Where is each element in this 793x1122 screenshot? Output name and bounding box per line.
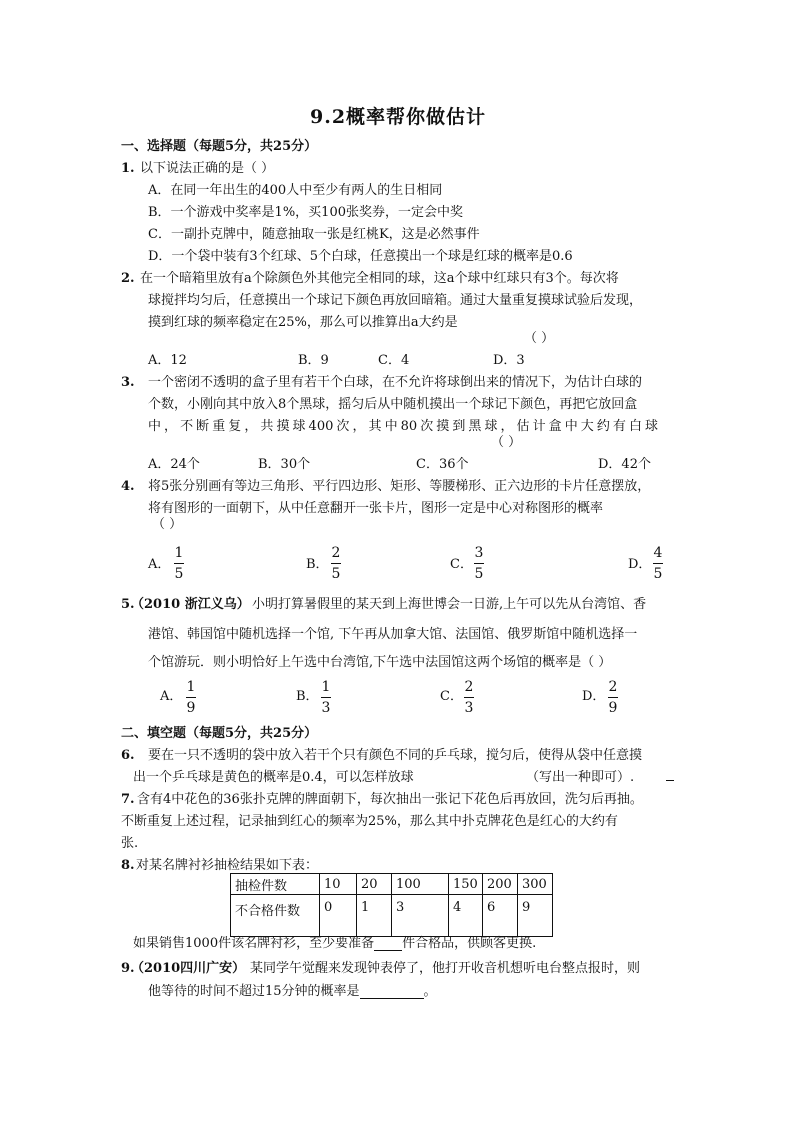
option-d-label: D． [582, 689, 606, 704]
question-line: 将有图形的一面朝下，从中任意翻开一张卡片，图形一定是中心对称图形的概率 [148, 501, 604, 516]
question-line: 球搅拌均匀后，任意摸出一个球记下颜色再放回暗箱。通过大量重复摸球试验后发现， [148, 293, 643, 308]
answer-paren: （ ） [491, 435, 522, 450]
fraction-denominator: 9 [608, 700, 618, 716]
option-b: B．9 [298, 353, 329, 368]
option-d: D．一个袋中装有3个红球、5个白球，任意摸出一个球是红球的概率是0.6 [148, 249, 573, 264]
question-source: （2010四川广安） [131, 961, 246, 976]
option-d: D．3 [493, 353, 525, 368]
option-c-label: C． [440, 689, 463, 704]
section-heading-choice: 一、选择题（每题5分，共25分） [121, 139, 318, 154]
option-d-fraction [608, 680, 618, 715]
option-c-fraction [474, 546, 484, 581]
table-cell: 0 [320, 895, 357, 937]
fraction-numerator: 4 [653, 545, 663, 561]
table-cell: 3 [392, 895, 449, 937]
table-cell: 300 [518, 874, 553, 895]
answer-blank [374, 937, 402, 951]
answer-blank [666, 780, 674, 781]
option-b: B．30个 [258, 457, 311, 472]
question-text [133, 937, 536, 951]
question-text-part: 件合格品，供顾客更换. [402, 936, 537, 951]
question-line: 不断重复上述过程，记录抽到红心的频率为25%，那么其中扑克牌花色是红心的大约有 [121, 814, 618, 829]
option-c: C．4 [378, 353, 410, 368]
question-number: 2. [121, 271, 135, 286]
option-d-label: D． [628, 557, 652, 572]
question-line: 一个密闭不透明的盒子里有若干个白球，在不允许将球倒出来的情况下，为估计白球的 [148, 375, 643, 390]
option-a-fraction [186, 680, 196, 715]
question-hint: （写出一种即可）. [526, 770, 635, 785]
option-d-fraction [653, 546, 663, 581]
question-number: 3. [121, 375, 135, 390]
question-text-part: 。 [423, 984, 437, 999]
fraction-numerator: 2 [464, 679, 474, 695]
option-b: B．一个游戏中奖率是1%，买100张奖券，一定会中奖 [148, 205, 463, 220]
option-c-label: C． [450, 557, 473, 572]
question-line: 某同学午觉醒来发现钟表停了，他打开收音机想听电台整点报时，则 [250, 961, 641, 976]
fraction-denominator: 3 [321, 700, 331, 716]
fraction-numerator: 3 [474, 545, 484, 561]
option-a: A．24个 [148, 457, 200, 472]
answer-paren: （ ） [524, 331, 555, 346]
option-a-label: A． [160, 689, 183, 704]
table-cell: 150 [449, 874, 483, 895]
question-text [148, 985, 437, 999]
option-b-fraction [321, 680, 331, 715]
question-line: 张. [121, 836, 139, 851]
table-header-cell: 不合格件数 [231, 895, 320, 937]
fraction-denominator: 5 [653, 566, 663, 582]
question-line: 港馆、韩国馆中随机选择一个馆, 下午再从加拿大馆、法国馆、俄罗斯馆中随机选择一 [148, 627, 638, 642]
question-number: 5. [121, 597, 135, 612]
question-number: 8. [121, 858, 135, 873]
question-line: 摸到红球的频率稳定在25%，那么可以推算出a大约是 [148, 315, 458, 330]
fraction-denominator: 9 [186, 700, 196, 716]
question-line: 中，不断重复，共摸球400次，其中80次摸到黑球，估计盒中大约有白球 [148, 419, 658, 434]
option-a-label: A． [148, 557, 171, 572]
question-text-part: 他等待的时间不超过15分钟的概率是 [148, 984, 360, 999]
question-number: 6. [121, 748, 135, 763]
table-cell: 1 [357, 895, 392, 937]
section-heading-fill: 二、填空题（每题5分，共25分） [121, 726, 318, 741]
option-c: C．一副扑克牌中，随意抽取一张是红桃K，这是必然事件 [148, 227, 480, 242]
question-number: 4. [121, 479, 135, 494]
question-source: （2010 浙江义乌） [131, 597, 250, 612]
table-cell: 200 [483, 874, 518, 895]
option-a: A．在同一年出生的400人中至少有两人的生日相同 [148, 183, 443, 198]
option-b-label: B． [306, 557, 329, 572]
fraction-numerator: 1 [321, 679, 331, 695]
option-a-fraction [174, 546, 184, 581]
question-line: 出一个乒乓球是黄色的概率是0.4，可以怎样放球 [133, 770, 414, 785]
fraction-numerator: 2 [331, 545, 341, 561]
option-a: A．12 [148, 353, 187, 368]
fraction-numerator: 2 [608, 679, 618, 695]
fraction-numerator: 1 [186, 679, 196, 695]
answer-blank [360, 985, 424, 999]
question-text-part: 如果销售1000件该名牌衬衫，至少要准备 [133, 936, 375, 951]
fraction-denominator: 5 [174, 566, 184, 582]
question-line: 个馆游玩．则小明恰好上午选中台湾馆,下午选中法国馆这两个场馆的概率是（ ） [148, 655, 612, 670]
table-cell: 100 [392, 874, 449, 895]
question-line: 将5张分别画有等边三角形、平行四边形、矩形、等腰梯形、正六边形的卡片任意摆放， [148, 479, 651, 494]
table-cell: 20 [357, 874, 392, 895]
question-line: 在一个暗箱里放有a个除颜色外其他完全相同的球，这a个球中红球只有3个。每次将 [140, 271, 619, 286]
question-line: 小明打算暑假里的某天到上海世博会一日游,上午可以先从台湾馆、香 [252, 597, 647, 612]
option-c: C．36个 [416, 457, 469, 472]
option-c-fraction [464, 680, 474, 715]
question-line: 个数，小刚向其中放入8个黑球，摇匀后从中随机摸出一个球记下颜色，再把它放回盒 [148, 397, 638, 412]
question-line: 要在一只不透明的袋中放入若干个只有颜色不同的乒乓球，搅匀后，使得从袋中任意摸 [148, 748, 643, 763]
question-stem: 以下说法正确的是（ ） [140, 161, 275, 176]
option-d: D．42个 [598, 457, 651, 472]
table-cell: 9 [518, 895, 553, 937]
option-b-fraction [331, 546, 341, 581]
fraction-denominator: 5 [474, 566, 484, 582]
question-line: 含有4中花色的36张扑克牌的牌面朝下，每次抽出一张记下花色后再放回，洗匀后再抽。 [137, 792, 643, 807]
question-stem: 对某名牌衬衫抽检结果如下表： [136, 858, 319, 873]
answer-paren: （ ） [152, 517, 183, 532]
question-number: 1. [121, 161, 135, 176]
fraction-denominator: 3 [464, 700, 474, 716]
page-title: 9.2概率帮你做估计 [310, 106, 487, 128]
table-cell: 6 [483, 895, 518, 937]
question-number: 9. [121, 961, 135, 976]
table-cell: 10 [320, 874, 357, 895]
table-header-cell: 抽检件数 [231, 874, 320, 895]
question-number: 7. [121, 792, 135, 807]
fraction-denominator: 5 [331, 566, 341, 582]
option-b-label: B． [296, 689, 319, 704]
table-cell: 4 [449, 895, 483, 937]
fraction-numerator: 1 [174, 545, 184, 561]
sampling-table [230, 873, 553, 937]
